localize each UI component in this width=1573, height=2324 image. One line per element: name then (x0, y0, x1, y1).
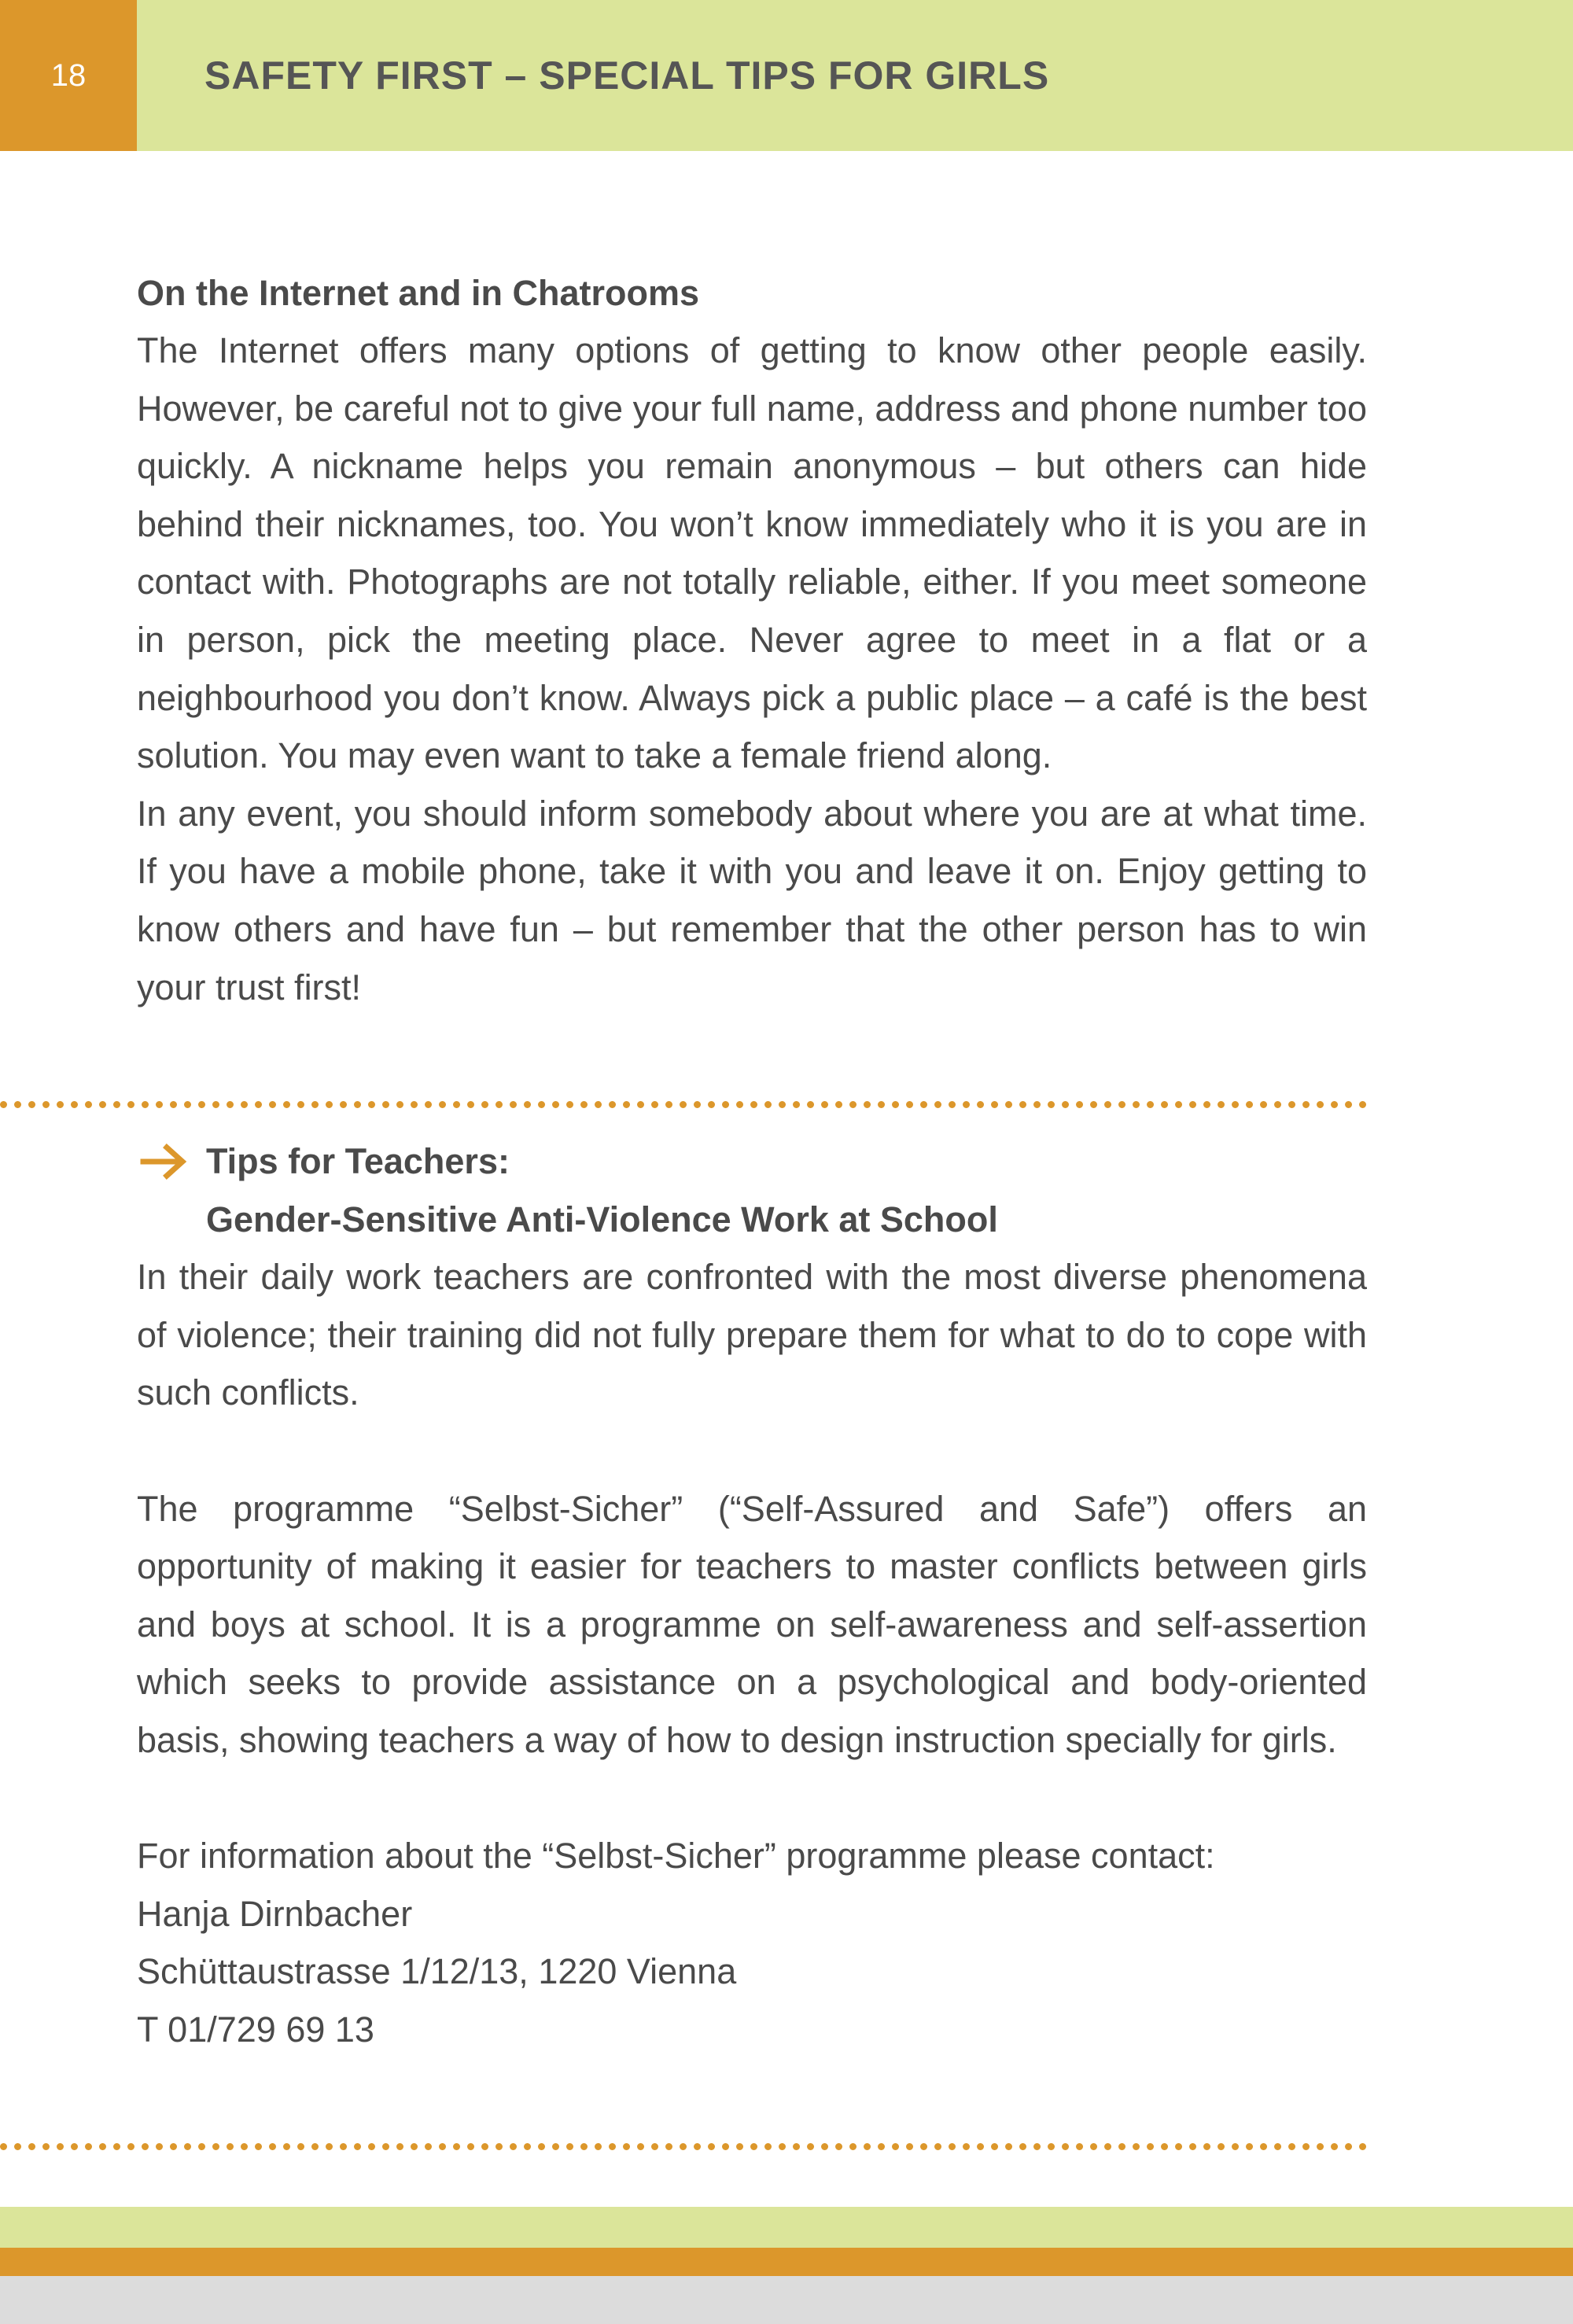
paragraph: In their daily work teachers are confronted with the most diverse phenomena of violence; their training did not fully prepare them for what to do to cope with such conflicts. (137, 1257, 1367, 1413)
dotted-divider (0, 2143, 1367, 2150)
paragraph: The Internet offers many options of getting to know other people easily. However, be careful not to give your full name, address and phone number too quickly. A nickname helps you remain anonymous – but others can hide behind their nicknames, too. You won’t know immediately who it is you are in contact with. Photographs are not totally reliable, either. If you meet someone in person, pick the meeting place. Never agree to meet in a flat or a neighbourhood you don’t know. Always pick a public place – a café is the best solution. You may even want to take a female friend along. (137, 330, 1367, 776)
contact-address: Schüttaustrasse 1/12/13, 1220 Vienna (137, 1951, 737, 1992)
footer-band-orange (0, 2248, 1573, 2276)
page-number-box (0, 0, 137, 151)
contact-name: Hanja Dirnbacher (137, 1893, 413, 1934)
tips-heading-line1: Tips for Teachers: (206, 1141, 510, 1181)
page-number: 18 (50, 57, 87, 93)
spacer (137, 1770, 1367, 1828)
paragraph: The programme “Selbst-Sicher” (“Self-Assured and Safe”) offers an opportunity of making it easier for teachers to master conflicts between girls and boys at school. It is a programme on self-awareness and self-assertion which seeks to provide assistance on a psychological and body-oriented basis, showing teachers a way of how to design instruction specially for girls. (137, 1488, 1367, 1760)
internet-section (137, 264, 1367, 1016)
paragraph: In any event, you should inform somebody about where you are at what time. If you have a mobile phone, take it with you and leave it on. Enjoy getting to know others and have fun – but remember that the other person has to win your trust first! (137, 793, 1367, 1007)
contact-phone: T 01/729 69 13 (137, 2009, 374, 2050)
page-title: SAFETY FIRST – SPECIAL TIPS FOR GIRLS (204, 53, 1050, 98)
dotted-divider (0, 1101, 1367, 1108)
tips-section (137, 1133, 1367, 2059)
tips-heading (137, 1133, 1367, 1248)
spacer (137, 1422, 1367, 1480)
contact-intro: For information about the “Selbst-Sicher” programme please contact: (137, 1836, 1215, 1877)
tips-heading-line2: Gender-Sensitive Anti-Violence Work at School (206, 1199, 998, 1239)
footer-band-green (0, 2207, 1573, 2248)
footer-band-gray (0, 2276, 1573, 2324)
arrow-right-icon (140, 1144, 189, 1180)
section-heading: On the Internet and in Chatrooms (137, 273, 700, 313)
